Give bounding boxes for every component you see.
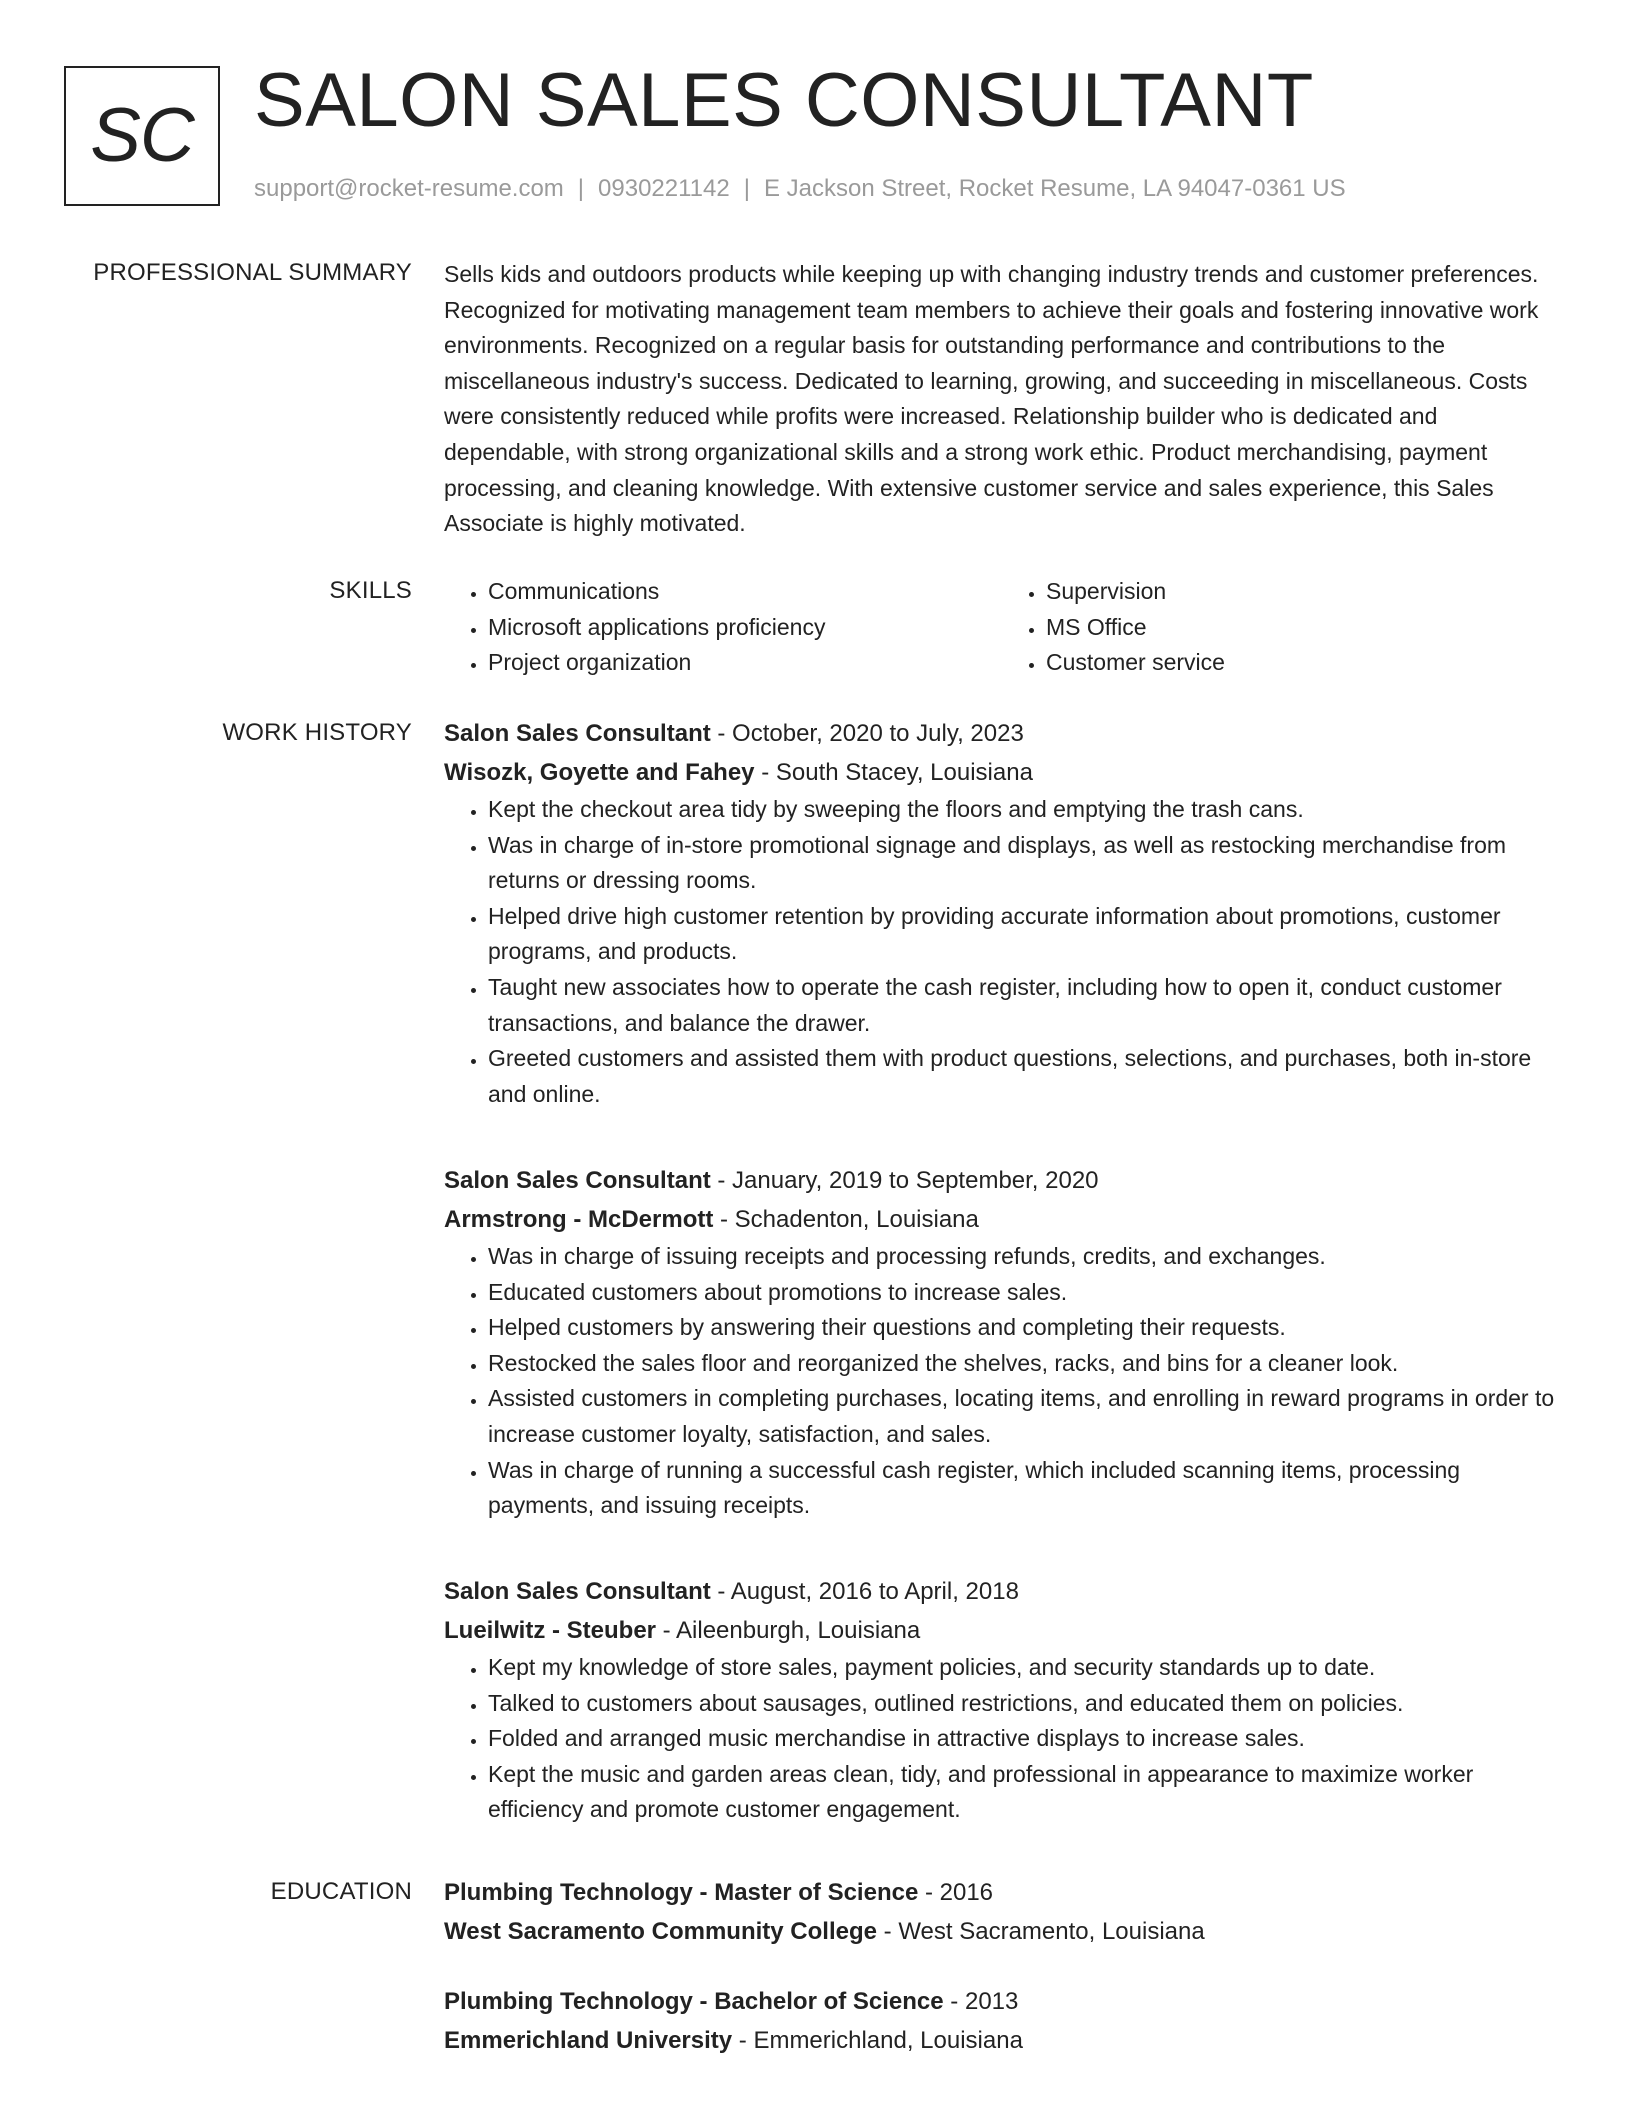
job-bullet: • Kept the music and garden areas clean, tidy, and professional in appearance to maximize worker efficiency and promote customer engagement.: [488, 1757, 1560, 1828]
degree-year: - 2013: [943, 1988, 1019, 2015]
skill-item: • Supervision: [1046, 574, 1560, 610]
contact-separator: |: [743, 175, 750, 202]
resume-title: SALON SALES CONSULTANT: [254, 58, 1314, 143]
school-name: Emmerichland University: [444, 2027, 733, 2054]
school-line: [444, 1912, 1560, 1951]
contact-address: E Jackson Street, Rocket Resume, LA 94047-0361 US: [763, 175, 1346, 202]
job-bullet: • Talked to customers about sausages, outlined restrictions, and educated them on policies.: [488, 1686, 1560, 1722]
job-bullet: • Educated customers about promotions to increase sales.: [488, 1275, 1560, 1311]
job-title-line: [444, 1161, 1560, 1200]
section-label-education: EDUCATION: [270, 1878, 412, 1905]
contact-separator: |: [577, 175, 585, 202]
skills-columns: [444, 574, 1560, 681]
job-dates: - January, 2019 to September, 2020: [710, 1167, 1099, 1194]
job-entry: [444, 714, 1560, 1112]
job-title: Salon Sales Consultant: [444, 720, 711, 747]
skill-item: • Project organization: [488, 645, 1002, 681]
skill-item: • Communications: [488, 574, 1002, 610]
job-company: Wisozk, Goyette and Fahey: [444, 759, 755, 786]
job-title: Salon Sales Consultant: [444, 1578, 711, 1605]
job-bullets: [444, 792, 1560, 1112]
degree-title: Plumbing Technology - Bachelor of Science: [444, 1988, 944, 2015]
job-bullet: • Was in charge of issuing receipts and processing refunds, credits, and exchanges.: [488, 1239, 1560, 1275]
degree-line: [444, 1873, 1560, 1912]
job-title-line: [444, 1572, 1560, 1611]
degree-title: Plumbing Technology - Master of Science: [444, 1879, 919, 1906]
job-bullet: • Kept the checkout area tidy by sweeping the floors and emptying the trash cans.: [488, 792, 1560, 828]
summary-text: Sells kids and outdoors products while keeping up with changing industry trends and customer preferences. Recognized for motivating management team members to achieve their goals and fostering innovative work environments. Recognized on a regular basis for outstanding performance and contributions to the miscellaneous industry's success. Dedicated to learning, growing, and succeeding in miscellaneous. Costs were consistently reduced while profits were increased. Relationship builder who is dedicated and dependable, with strong organizational skills and a strong work ethic. Product merchandising, payment processing, and cleaning knowledge. With extensive customer service and sales experience, this Sales Associate is highly motivated.: [444, 261, 1539, 537]
school-name: West Sacramento Community College: [444, 1918, 877, 1945]
job-bullet: • Helped customers by answering their questions and completing their requests.: [488, 1310, 1560, 1346]
job-dates: - August, 2016 to April, 2018: [710, 1578, 1019, 1605]
school-location: - West Sacramento, Louisiana: [876, 1918, 1205, 1945]
school-line: [444, 2021, 1560, 2060]
section-label-summary: PROFESSIONAL SUMMARY: [93, 259, 412, 286]
job-bullet: • Folded and arranged music merchandise in attractive displays to increase sales.: [488, 1721, 1560, 1757]
section-label-skills: SKILLS: [329, 577, 412, 604]
skills-list-right: [1002, 574, 1560, 681]
job-bullet: • Was in charge of running a successful cash register, which included scanning items, processing payments, and issuing receipts.: [488, 1453, 1560, 1524]
job-bullets: [444, 1239, 1560, 1524]
job-bullet: • Taught new associates how to operate the cash register, including how to open it, conduct customer transactions, and balance the drawer.: [488, 970, 1560, 1041]
job-title-line: [444, 714, 1560, 753]
job-dates: - October, 2020 to July, 2023: [710, 720, 1024, 747]
section-label-work: WORK HISTORY: [222, 719, 412, 746]
job-company: Lueilwitz - Steuber: [444, 1617, 657, 1644]
job-bullet: • Was in charge of in-store promotional signage and displays, as well as restocking merchandise from returns or dressing rooms.: [488, 828, 1560, 899]
job-entry: [444, 1572, 1560, 1828]
education-entry: [444, 1982, 1560, 2060]
education-entry: [444, 1873, 1560, 1951]
job-company-line: [444, 753, 1560, 792]
contact-email[interactable]: support@rocket-resume.com: [254, 175, 564, 202]
job-bullet: • Helped drive high customer retention by providing accurate information about promotions, customer programs, and products.: [488, 899, 1560, 970]
school-location: - Emmerichland, Louisiana: [732, 2027, 1023, 2054]
job-location: - Aileenburgh, Louisiana: [656, 1617, 921, 1644]
job-bullet: • Kept my knowledge of store sales, payment policies, and security standards up to date.: [488, 1650, 1560, 1686]
skills-list-left: [444, 574, 1002, 681]
job-title: Salon Sales Consultant: [444, 1167, 711, 1194]
job-bullet: • Greeted customers and assisted them with product questions, selections, and purchases, both in-store and online.: [488, 1041, 1560, 1112]
skill-item: • MS Office: [1046, 610, 1560, 646]
job-company-line: [444, 1200, 1560, 1239]
monogram-box: [64, 66, 220, 206]
job-company: Armstrong - McDermott: [444, 1206, 714, 1233]
job-bullets: [444, 1650, 1560, 1828]
contact-line: [254, 174, 1346, 204]
degree-year: - 2016: [918, 1879, 994, 1906]
monogram-initials: SC: [90, 93, 194, 178]
degree-line: [444, 1982, 1560, 2021]
skill-item: • Customer service: [1046, 645, 1560, 681]
job-bullet: • Restocked the sales floor and reorganized the shelves, racks, and bins for a cleaner look.: [488, 1346, 1560, 1382]
job-location: - South Stacey, Louisiana: [754, 759, 1033, 786]
skill-item: • Microsoft applications proficiency: [488, 610, 1002, 646]
job-location: - Schadenton, Louisiana: [713, 1206, 979, 1233]
job-bullet: • Assisted customers in completing purchases, locating items, and enrolling in reward programs in order to increase customer loyalty, satisfaction, and sales.: [488, 1381, 1560, 1452]
job-company-line: [444, 1611, 1560, 1650]
contact-phone[interactable]: 0930221142: [598, 175, 730, 202]
job-entry: [444, 1161, 1560, 1524]
